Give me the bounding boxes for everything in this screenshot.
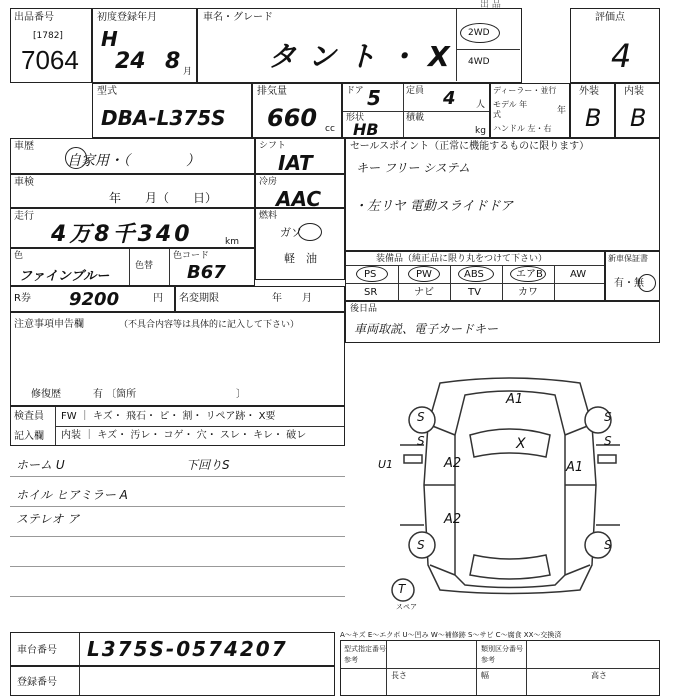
inspector-label2: 記入欄: [14, 431, 44, 442]
legend: A～キズ E～エクボ U～凹み W～補修跡 S～サビ C～腐食 XX～交換済: [340, 631, 562, 639]
chassis-value: L375S-0574207: [87, 637, 288, 661]
class-ref: 参考: [481, 656, 495, 664]
exterior-value: B: [585, 104, 602, 132]
model-value: DBA-L375S: [101, 106, 226, 130]
recycle-label: R券: [14, 293, 31, 304]
type-cert-label: 型式指定番号: [344, 645, 386, 653]
doors-value: 5: [367, 86, 381, 110]
height-label: 高さ: [591, 671, 607, 680]
drive-4wd: 4WD: [468, 57, 490, 67]
handle-label: ハンドル 左・右: [493, 124, 552, 133]
displacement-unit: cc: [325, 124, 335, 134]
name-change-label: 名変期限: [179, 293, 219, 304]
shift-box: [255, 138, 345, 174]
mark-rl-wheel: S: [417, 538, 425, 552]
mileage-label: 走行: [14, 211, 34, 222]
car-box: [197, 8, 522, 83]
hand-note-1: ホーム U: [16, 458, 65, 472]
fuel-label: 燃料: [259, 211, 278, 221]
lot-box: [10, 8, 92, 83]
first-reg-era: H: [101, 27, 118, 51]
equipment-airbag: エアB: [516, 269, 543, 280]
ac-label: 冷房: [259, 177, 278, 187]
top-strip-text: 出 品: [480, 0, 501, 10]
equipment-navi: ナビ: [414, 287, 434, 298]
mark-fr-wheel2: S: [604, 434, 612, 448]
displacement-value: 660: [267, 104, 318, 132]
repair-text: 有 〔箇所 〕: [93, 389, 247, 400]
lot-label: 出品番号: [14, 12, 54, 23]
notes-sub: （不具合内容等は具体的に記入して下さい）: [119, 320, 300, 330]
inspector-row2: 内装 ｜ キズ・ 汚レ・ コゲ・ 穴・ スレ・ キレ・ 破レ: [61, 430, 307, 441]
body-label: 形状: [346, 113, 365, 123]
equipment-sr: SR: [364, 287, 378, 298]
inspector-row1: FW ｜ キズ・ 飛石・ ピ・ 割・ リペア跡・ X要: [61, 411, 276, 422]
dealer-box: [490, 83, 570, 138]
model-year-unit: 年: [557, 106, 567, 116]
first-reg-box: [92, 8, 197, 83]
color-change: 色替: [135, 261, 154, 271]
registration-label: 登録番号: [17, 677, 57, 688]
mark-left-front-door: A2: [444, 456, 462, 471]
recycle-value: 9200: [69, 289, 120, 310]
fuel-box: [255, 208, 345, 280]
sales-label: セールスポイント（正常に機能するものに限ります）: [350, 141, 590, 152]
attachments-value: 車両取説、電子カードキー: [354, 322, 499, 336]
mark-left-label: U1: [378, 458, 394, 471]
attachments-box: [345, 301, 660, 343]
equipment-label: 装備品（純正品に限り丸をつけて下さい）: [376, 254, 548, 264]
mark-left-rear-door: A2: [444, 512, 462, 527]
car-label: 車名・グレード: [203, 12, 273, 23]
mileage-value: 4万8千340: [51, 222, 193, 247]
hand-note-right: 下回りS: [186, 458, 230, 472]
type-cert-ref: 参考: [344, 656, 358, 664]
mark-fl-wheel2: S: [417, 434, 425, 448]
spare-label: スペア: [396, 603, 417, 611]
first-reg-month-unit: 月: [183, 67, 193, 77]
capacity-label: 定員: [406, 86, 425, 96]
equipment-aw: AW: [570, 269, 587, 280]
inspector-box: [10, 406, 345, 446]
equipment-leather: カワ: [518, 287, 538, 298]
equipment-pw: PW: [416, 269, 432, 280]
fuel-diesel: 軽 油: [284, 252, 317, 265]
history-value: 自家用・（ ）: [67, 153, 200, 169]
inspection-text: 年 月（ 日）: [109, 191, 218, 205]
interior-label: 内装: [624, 86, 644, 97]
capacity-value: 4: [443, 88, 456, 109]
color-box: [10, 248, 255, 286]
inspector-label: 検査員: [14, 411, 44, 422]
capacity-unit: 人: [476, 100, 486, 110]
dealer-label: ディーラー・並行: [493, 86, 557, 95]
attachments-label: 後日品: [350, 304, 378, 314]
color-value: ファインブルー: [19, 269, 110, 284]
body-value: HB: [353, 120, 379, 139]
sales-box: [345, 138, 660, 251]
recycle-unit: 円: [153, 293, 163, 304]
load-label: 積載: [406, 113, 425, 123]
chassis-box: [10, 632, 335, 666]
displacement-box: [252, 83, 342, 138]
warranty-label: 新車保証書: [608, 254, 648, 263]
history-box: [10, 138, 255, 174]
score-box: [570, 8, 660, 83]
recycle-box: [10, 286, 175, 312]
inspection-box: [10, 174, 255, 208]
mileage-unit: km: [225, 237, 239, 247]
score-value: 4: [611, 37, 632, 75]
notes-label: 注意事項申告欄: [14, 319, 84, 330]
name-change-box: [175, 286, 345, 312]
sales-line2: ・左リヤ 電動スライドドア: [354, 199, 514, 214]
inspection-label: 車検: [14, 177, 34, 188]
spec-box: [342, 83, 490, 138]
model-label: 型式: [97, 86, 117, 97]
interior-value: B: [630, 104, 647, 132]
equipment-tv: TV: [468, 287, 481, 298]
history-label: 車歴: [14, 141, 34, 152]
fuel-gas: ガソ: [280, 226, 302, 239]
mileage-box: [10, 208, 255, 248]
width-label: 幅: [481, 671, 489, 680]
first-reg-label: 初度登録年月: [97, 12, 157, 23]
sales-line1: キー フリー システム: [356, 161, 470, 175]
warranty-value: 有・無: [614, 278, 644, 289]
warranty-box: [605, 251, 660, 301]
ac-value: AAC: [276, 187, 322, 211]
name-change-text: 年 月: [272, 293, 312, 304]
model-year-label: モデル 年式: [493, 100, 528, 119]
mark-fl-wheel: S: [417, 410, 425, 424]
color-label: 色: [14, 251, 24, 261]
bottom-grid: [340, 640, 660, 696]
hand-note-3: ステレオ ア: [16, 512, 80, 526]
exterior-label: 外装: [579, 86, 599, 97]
registration-box: [10, 666, 335, 696]
mark-fr-wheel: S: [604, 410, 612, 424]
doors-label: ドア: [346, 86, 364, 96]
shift-label: シフト: [259, 141, 287, 151]
spare-mark: T: [398, 582, 406, 596]
class-label: 類別区分番号: [481, 645, 523, 653]
car-name: タント・X: [268, 40, 462, 73]
lot-number: 7064: [21, 45, 79, 75]
mark-hood: A1: [506, 392, 524, 407]
repair-label: 修復歴: [31, 389, 61, 400]
equipment-abs: ABS: [464, 269, 484, 280]
mark-right-door: A1: [566, 460, 584, 475]
mark-roof: X: [516, 436, 526, 452]
shift-value: IAT: [278, 151, 313, 175]
notes-box: [10, 312, 345, 406]
equipment-box: [345, 251, 605, 301]
first-reg-month: 8: [165, 49, 181, 74]
mark-rr-wheel: S: [604, 538, 612, 552]
ac-box: [255, 174, 345, 211]
drive-2wd: 2WD: [468, 28, 490, 38]
model-box: [92, 83, 252, 138]
displacement-label: 排気量: [257, 86, 287, 97]
equipment-ps: PS: [364, 269, 377, 280]
color-code: B67: [187, 262, 226, 283]
first-reg-year: 24: [115, 49, 146, 74]
exterior-box: [570, 83, 615, 138]
hand-note-2: ホイル ヒアミラー A: [16, 488, 128, 502]
score-label: 評価点: [595, 12, 625, 23]
lot-sub: [1782]: [33, 31, 63, 41]
color-code-label: 色コード: [173, 251, 210, 261]
length-label: 長さ: [391, 671, 407, 680]
load-unit: kg: [475, 126, 486, 136]
interior-box: [615, 83, 660, 138]
chassis-label: 車台番号: [17, 645, 57, 656]
